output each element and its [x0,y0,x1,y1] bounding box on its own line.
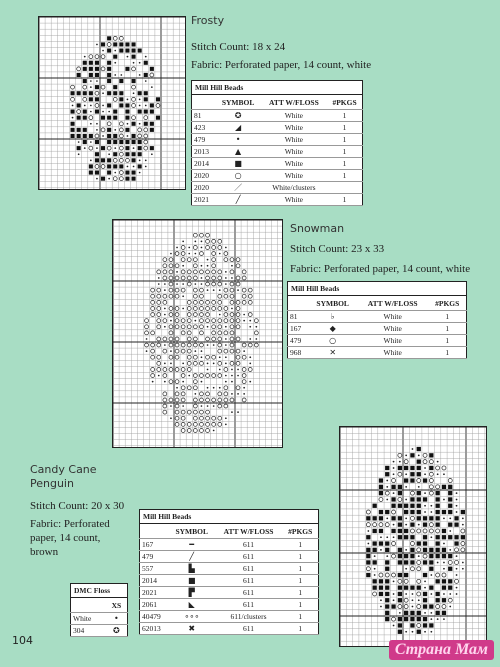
dmc-color: White [71,613,106,625]
dmc-color: 304 [71,625,106,637]
legend-row [140,599,319,611]
bead-symbol: ✖ [169,623,215,635]
bead-symbol: ／ [216,182,261,194]
floss-color: White [357,335,428,347]
bead-code: 2020 [192,170,216,182]
legend-row [140,611,319,623]
bead-symbol: ○ [216,170,261,182]
pkg-count: 1 [327,158,362,170]
penguin-title-line2: Penguin [30,477,74,490]
legend-row [140,587,319,599]
penguin-chart [339,426,487,647]
bead-code: 167 [140,539,169,551]
header-code [192,95,216,110]
floss-color: White [261,170,327,182]
legend-row [140,539,319,551]
bead-symbol: ♭ [308,311,357,323]
header-floss: ATT W/FLOSS [215,524,283,539]
dmc-symbol: • [106,613,128,625]
bead-symbol: ▙ [169,563,215,575]
bead-code: 2014 [140,575,169,587]
snowman-beads-table [287,281,467,359]
pkg-count: 1 [428,335,466,347]
bead-code: 81 [288,311,309,323]
legend-row [192,170,363,182]
pkg-count: 1 [428,347,466,359]
penguin-title-line1: Candy Cane [30,463,97,476]
bead-symbol: ━ [169,539,215,551]
legend-row [140,551,319,563]
floss-color: 611 [215,599,283,611]
legend-row [288,347,467,359]
legend-row [192,158,363,170]
dmc-header-blank [71,598,106,613]
floss-color: White [357,347,428,359]
pkg-count: 1 [327,194,362,206]
floss-color: White/clusters [261,182,327,194]
pkg-count: 1 [282,599,318,611]
bead-code: 968 [288,347,309,359]
legend-row [140,563,319,575]
bead-symbol: ■ [216,158,261,170]
bead-code: 2014 [192,158,216,170]
header-pkgs: #PKGS [428,296,466,311]
frosty-beads-title: Mill Hill Beads [191,80,363,94]
header-pkgs: #PKGS [282,524,318,539]
bead-symbol: • [216,134,261,146]
floss-color: White [261,158,327,170]
bead-symbol: ✕ [308,347,357,359]
penguin-fabric-2: paper, 14 count, [30,532,101,544]
bead-code: 81 [192,110,216,122]
floss-color: 611 [215,539,283,551]
floss-color: 611 [215,623,283,635]
bead-code: 479 [192,134,216,146]
header-symbol: SYMBOL [308,296,357,311]
pkg-count: 1 [282,563,318,575]
legend-row [140,575,319,587]
pkg-count: 1 [282,587,318,599]
snowman-stitch-count: Stitch Count: 23 x 33 [290,243,385,255]
header-code [288,296,309,311]
penguin-fabric-3: brown [30,546,59,558]
dmc-floss-title: DMC Floss [70,583,128,597]
floss-color: White [357,311,428,323]
bead-symbol: ◣ [169,599,215,611]
bead-code: 557 [140,563,169,575]
pkg-count: 1 [428,323,466,335]
legend-row [192,182,363,194]
pkg-count: 1 [428,311,466,323]
pkg-count: 1 [282,623,318,635]
snowman-chart [112,219,283,448]
snowman-title: Snowman [290,222,345,235]
penguin-beads-title: Mill Hill Beads [139,509,319,523]
frosty-fabric: Fabric: Perforated paper, 14 count, white [191,59,372,71]
dmc-header-xs: XS [106,598,128,613]
floss-color: White [261,146,327,158]
pkg-count: 1 [327,134,362,146]
frosty-title: Frosty [191,14,225,27]
floss-color: 611/clusters [215,611,283,623]
pkg-count: 1 [327,146,362,158]
frosty-stitch-count: Stitch Count: 18 x 24 [191,41,286,53]
bead-code: 2021 [192,194,216,206]
pkg-count: 1 [327,170,362,182]
bead-symbol: ╱ [169,551,215,563]
floss-color: 611 [215,563,283,575]
legend-row [288,323,467,335]
legend-row [192,110,363,122]
bead-symbol: ○ [308,335,357,347]
pkg-count: 1 [282,539,318,551]
floss-color: White [261,122,327,134]
pkg-count: 1 [282,551,318,563]
floss-color: 611 [215,587,283,599]
penguin-beads-table [139,509,319,635]
floss-color: 611 [215,575,283,587]
bead-symbol: ▛ [169,587,215,599]
legend-row [192,122,363,134]
bead-code: 40479 [140,611,169,623]
legend-row [192,194,363,206]
legend-row [288,335,467,347]
bead-code: 2021 [140,587,169,599]
frosty-beads-table [191,80,363,206]
header-symbol: SYMBOL [169,524,215,539]
bead-code: 62013 [140,623,169,635]
floss-color: White [261,194,327,206]
pkg-count: 1 [282,575,318,587]
bead-code: 423 [192,122,216,134]
dmc-floss-table [70,583,128,637]
page-number: 104 [12,634,33,647]
pkg-count: 1 [327,122,362,134]
legend-row [140,623,319,635]
bead-code: 2061 [140,599,169,611]
floss-color: 611 [215,551,283,563]
dmc-row [71,613,128,625]
dmc-row [71,625,128,637]
pkg-count [327,182,362,194]
bead-symbol: ∘∘∘ [169,611,215,623]
dmc-symbol: ✪ [106,625,128,637]
bead-symbol: ╱ [216,194,261,206]
header-symbol: SYMBOL [216,95,261,110]
header-code [140,524,169,539]
legend-row [192,134,363,146]
header-floss: ATT W/FLOSS [357,296,428,311]
header-floss: ATT W/FLOSS [261,95,327,110]
floss-color: White [261,134,327,146]
floss-color: White [357,323,428,335]
snowman-fabric: Fabric: Perforated paper, 14 count, white [290,263,471,275]
bead-symbol: ▲ [216,146,261,158]
bead-code: 479 [288,335,309,347]
legend-row [288,311,467,323]
bead-symbol: ◢ [216,122,261,134]
floss-color: White [261,110,327,122]
header-pkgs: #PKGS [327,95,362,110]
frosty-chart [38,16,186,190]
bead-code: 479 [140,551,169,563]
bead-symbol: ✪ [216,110,261,122]
penguin-fabric-1: Fabric: Perforated [30,518,110,530]
bead-code: 167 [288,323,309,335]
pkg-count: 1 [282,611,318,623]
snowman-beads-title: Mill Hill Beads [287,281,467,295]
bead-code: 2013 [192,146,216,158]
bead-symbol: ◆ [308,323,357,335]
legend-row [192,146,363,158]
bead-code: 2020 [192,182,216,194]
penguin-stitch-count: Stitch Count: 20 x 30 [30,500,125,512]
pkg-count: 1 [327,110,362,122]
watermark: Страна Мам [389,640,494,660]
bead-symbol: ■ [169,575,215,587]
